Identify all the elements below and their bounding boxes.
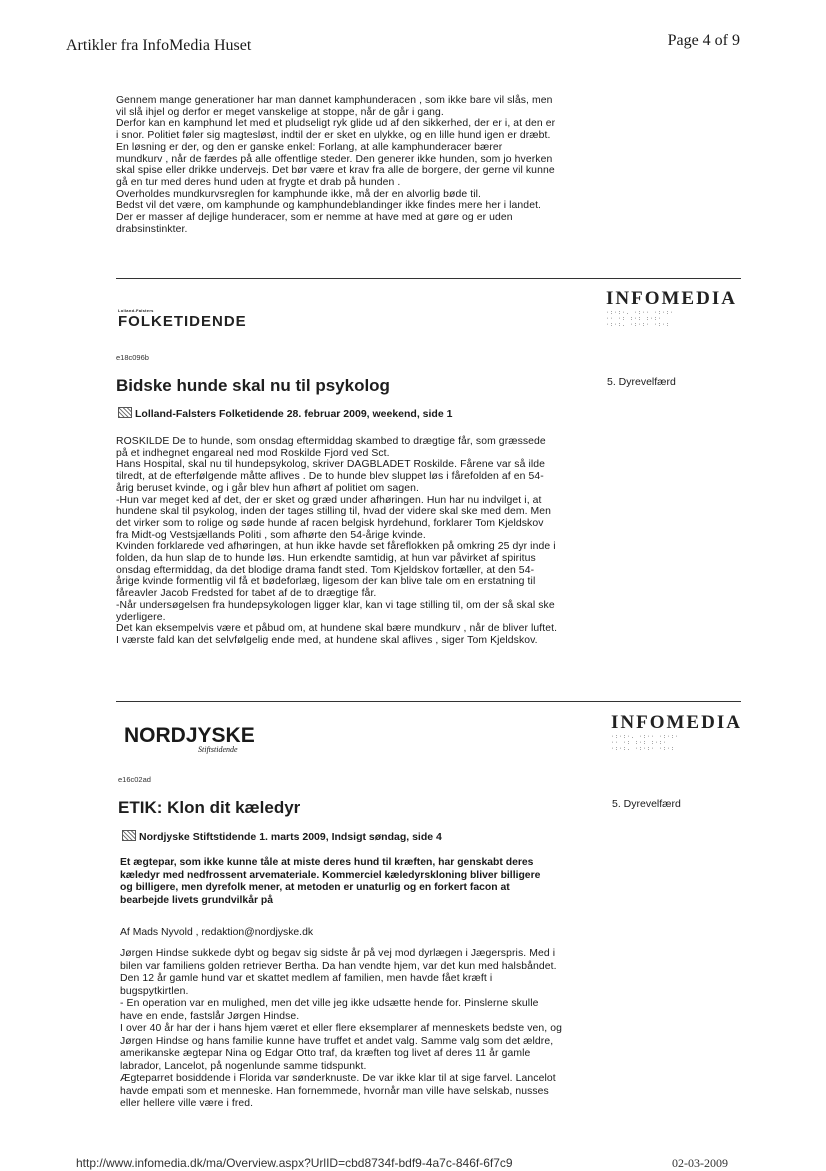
text-line: En løsning er der, og den er ganske enkel: Forlang, at alle kamphunderacer bærer — [116, 141, 503, 153]
text-line: drabsinstinkter. — [116, 223, 188, 235]
text-line: Gennem mange generationer har man dannet kamphunderacen , som ikke bare vil slås, men — [116, 95, 553, 106]
page-number: Page 4 of 9 — [667, 32, 740, 49]
text-line: Derfor kan en kamphund let med et pludseligt ryk glide ud af den sikkerhed, der er i, at den er — [116, 118, 556, 130]
text-line: amerikanske ægtepar Nina og Edgar Otto traf, da kræften tog livet af deres 11 år gamle — [120, 1048, 531, 1059]
text-line: I værste fald kan det selvfølgelig ende med, at hundene skal aflives , siger Tom Kjeldskov. — [116, 634, 538, 646]
text-line: skal spise eller drikke undervejs. Det bør være et krav fra alle de borgere, der gerne vil kunne — [116, 165, 555, 177]
infomedia-pattern: ·:·:·. ·:·· ·:·:· ·· ·: :·: :·:· ·:·:. ·:·:· ·:·: — [606, 310, 675, 328]
publication-name: NORDJYSKE — [124, 724, 255, 747]
text-line: kæledyr med nedfrossent arvemateriale. Kommerciel kæledyrskloning bliver billigere — [120, 869, 541, 881]
text-line: onsdag eftermiddag, da det blodige drama fandt sted. Tom Kjeldskov fortæller, at den 54- — [116, 564, 535, 576]
text-line: Ægteparret bosiddende i Florida var sønderknuste. De var ikke klar til at sige farvel. Lancelot — [120, 1073, 556, 1084]
document-header-title: Artikler fra InfoMedia Huset — [66, 37, 252, 54]
text-line: Det kan eksempelvis være et påbud om, at hundene skal bære mundkurv , når de bliver luftet. — [116, 623, 558, 635]
text-line: i snor. Politiet føler sig magtesløst, indtil der er sket en ulykke, og en lille hund igen er dræbt. — [116, 130, 551, 142]
text-line: - En operation var en mulighed, men det ville jeg ikke udsætte hende for. Pinslerne skulle — [120, 998, 539, 1009]
text-line: havde empati som et menneske. Han fornemmede, hvornår man ville have selskab, nusses — [120, 1085, 549, 1097]
article-divider — [116, 278, 741, 279]
article-lead — [120, 857, 610, 907]
text-line: -Når undersøgelsen fra hundepsykologen ligger klar, kan vi tage stilling til, om der så skal ske — [116, 599, 555, 611]
infomedia-wordmark: INFOMEDIA — [611, 712, 742, 733]
text-line: bugspytkirtlen. — [120, 985, 189, 997]
text-line: gå en tur med deres hund uden at frygte et drab på hunden . — [116, 176, 401, 188]
article-code: e18c096b — [116, 353, 149, 362]
text-line: mundkurv , når de færdes på alle offentlige steder. Den generer ikke hunden, som jo hverken — [116, 153, 553, 165]
article-divider — [116, 701, 741, 702]
text-line: Jørgen Hindse og hans familie kunne have truffet et andet valg. Samme valg som det ældre, — [120, 1035, 554, 1047]
article-category: 5. Dyrevelfærd — [607, 376, 676, 388]
text-line: I over 40 år har der i hans hjem været et eller flere eksemplarer af menneskets bedste ven, og — [120, 1023, 562, 1034]
text-line: eller hellere ville være i fred. — [120, 1098, 254, 1109]
text-line: Overholdes mundkurvsreglen for kamphunde ikke, må der en alvorlig bøde til. — [116, 188, 481, 200]
text-line: Et ægtepar, som ikke kunne tåle at miste deres hund til kræften, har genskabt deres — [120, 857, 534, 868]
text-line: Kvinden forklarede ved afhøringen, at hun ikke havde set fåreflokken på omkring 25 dyr inde i — [116, 541, 556, 553]
infomedia-pattern: ·:·:·. ·:·· ·:·:· ·· ·: :·: :·:· ·:·:. ·:·:· ·:·: — [611, 734, 680, 752]
text-line: årige kvinde formentlig vil få et bødeforlæg, ligesom der kan blive tale om en erstatning til — [116, 576, 536, 588]
publication-logo-folketidende — [118, 308, 247, 330]
article-body — [116, 436, 616, 647]
article-body — [120, 948, 620, 1111]
text-line: Jørgen Hindse sukkede dybt og begav sig sidste år på vej mod dyrlægen i Jægerspris. Med i — [120, 948, 556, 959]
text-line: bearbejde livets grundvilkår på — [120, 894, 274, 906]
infomedia-logo — [611, 712, 742, 752]
text-line: Den 12 år gamle hund var et skattet medlem af familien, men havde fået kræft i — [120, 973, 493, 984]
text-line: -Hun var meget ked af det, der er sket og græd under afhøringen. Hun har nu indvilget i, at — [116, 494, 542, 506]
text-line: og billigere, men dyrefolk mener, at metoden er unaturlig og en forkert facon at — [120, 882, 510, 893]
article-category: 5. Dyrevelfærd — [612, 798, 681, 810]
source-icon — [118, 407, 132, 418]
text-line: på et indhegnet engareal ned mod Roskilde Fjord ved Sct. — [116, 447, 390, 459]
text-line: tilredt, at de efterfølgende måtte aflives . De to hunde blev sluppet løs i fårefolden af en 54- — [116, 471, 544, 483]
previous-article-body — [116, 95, 611, 235]
text-line: have en ende, fastslår Jørgen Hindse. — [120, 1010, 300, 1022]
article-source — [122, 830, 442, 843]
text-line: folden, da hun slap de to hunde løs. Hun erkendte samtidig, at hun var påvirket af spiritus — [116, 553, 536, 565]
source-icon — [122, 830, 136, 841]
text-line: årig beruset kvinde, og i går blev hun afhørt af politiet om sagen. — [116, 482, 420, 494]
text-line: yderligere. — [116, 611, 166, 623]
text-line: Bedst vil det være, om kamphunde og kamphundeblandinger ikke findes mere her i landet. — [116, 200, 542, 212]
text-line: fåreavler Jacob Fredsted for tabet af de to drægtige får. — [116, 588, 377, 600]
text-line: hundene skal til psykolog, inden der tages stilling til, hvad der videre skal ske med dem. Men — [116, 506, 552, 518]
text-line: Der er masser af dejlige hunderacer, som er nemme at have med at gøre og er uden — [116, 212, 513, 224]
source-text: Lolland-Falsters Folketidende 28. februar 2009, weekend, side 1 — [135, 408, 453, 420]
article-code: e16c02ad — [118, 775, 151, 784]
article-source — [118, 407, 452, 420]
footer-date: 02-03-2009 — [672, 1156, 728, 1170]
text-line: det virker som to rolige og søde hunde af racen belgisk hyrdehund, forklarer Tom Kjeldskov — [116, 517, 544, 529]
text-line: vil slå ihjel og derfor er meget vanskelige at stoppe, når de går i gang. — [116, 106, 444, 118]
publication-name: FOLKETIDENDE — [118, 313, 247, 330]
infomedia-logo — [606, 288, 737, 328]
infomedia-wordmark: INFOMEDIA — [606, 288, 737, 309]
text-line: ROSKILDE De to hunde, som onsdag eftermiddag skambed to drægtige får, som græssede — [116, 436, 546, 447]
text-line: bilen var familiens golden retriever Bertha. Da han vendte hjem, var det kun med halsbåndet. — [120, 960, 557, 972]
source-text: Nordjyske Stiftstidende 1. marts 2009, Indsigt søndag, side 4 — [139, 831, 442, 843]
text-line: Hans Hospital, skal nu til hundepsykolog, skriver DAGBLADET Roskilde. Fårene var så ilde — [116, 459, 546, 471]
article-title: ETIK: Klon dit kæledyr — [118, 798, 301, 817]
text-line: labrador, Lancelot, på nogenlunde samme tidspunkt. — [120, 1060, 367, 1072]
publication-kicker: Lolland-Falsters — [118, 308, 154, 313]
publication-subtitle: Stiftstidende — [198, 745, 238, 754]
publication-logo-nordjyske — [124, 724, 255, 754]
article-title: Bidske hunde skal nu til psykolog — [116, 376, 390, 395]
text-line: fra Midt-og Vestsjællands Politi , som afhørte den 54-årige kvinde. — [116, 529, 426, 541]
article-byline: Af Mads Nyvold , redaktion@nordjyske.dk — [120, 927, 314, 938]
footer-url: http://www.infomedia.dk/ma/Overview.aspx?UrlID=cbd8734f-bdf9-4a7c-846f-6f7c9 — [76, 1156, 513, 1170]
